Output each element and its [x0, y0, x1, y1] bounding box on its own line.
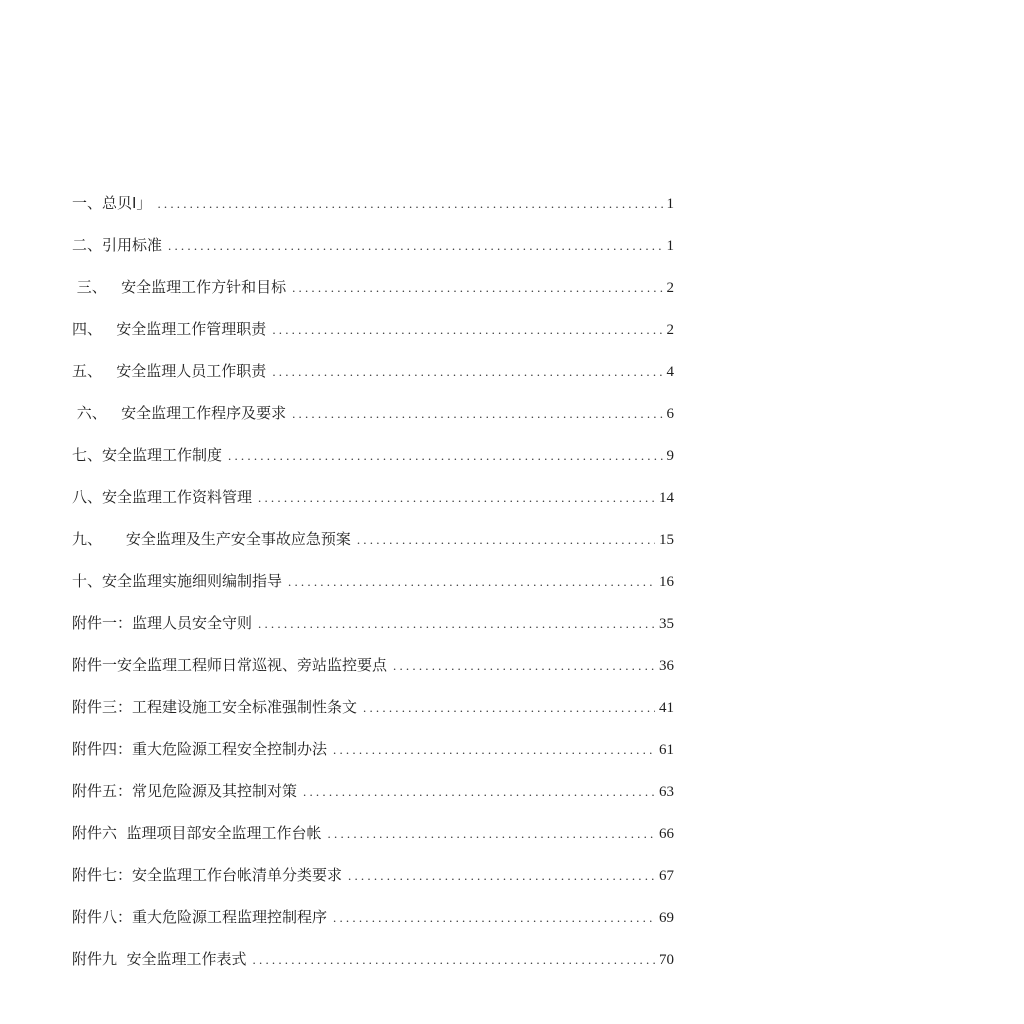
toc-dot-leader	[288, 561, 655, 603]
toc-entry-label: 附件七：安全监理工作台帐清单分类要求	[72, 866, 343, 884]
toc-entry-label: 二、引用标准	[72, 236, 163, 254]
toc-entry-policy-goals[interactable]	[72, 266, 674, 308]
toc-entry-label: 附件六 监理项目部安全监理工作台帐	[72, 824, 322, 842]
toc-entry-label: 七、安全监理工作制度	[72, 446, 223, 464]
toc-entry-label: 五、 安全监理人员工作职责	[72, 362, 267, 380]
toc-entry-label: 附件一：监理人员安全守则	[72, 614, 253, 632]
toc-entry-label: 四、 安全监理工作管理职责	[72, 320, 267, 338]
toc-entry-appendix-3[interactable]	[72, 686, 674, 728]
toc-page-number: 16	[659, 574, 674, 590]
toc-page-number: 6	[666, 406, 674, 422]
toc-entry-emergency-plan[interactable]	[72, 518, 674, 560]
toc-dot-leader	[258, 603, 655, 645]
toc-entry-label: 附件五：常见危险源及其控制对策	[72, 782, 298, 800]
toc-entry-label: 附件八：重大危险源工程监理控制程序	[72, 908, 328, 926]
toc-dot-leader	[168, 225, 662, 267]
toc-page-number: 14	[659, 490, 674, 506]
toc-entry-standards[interactable]	[72, 224, 674, 266]
toc-page-number: 1	[666, 238, 674, 254]
toc-entry-documentation[interactable]	[72, 476, 674, 518]
toc-entry-label: 附件九 安全监理工作表式	[72, 950, 247, 968]
toc-entry-rules-guide[interactable]	[72, 560, 674, 602]
toc-entry-procedures[interactable]	[72, 392, 674, 434]
toc-entry-label: 八、安全监理工作资料管理	[72, 488, 253, 506]
toc-page-number: 67	[659, 868, 674, 884]
toc-dot-leader	[292, 393, 662, 435]
toc-entry-appendix-6[interactable]	[72, 812, 674, 854]
toc-dot-leader	[272, 351, 662, 393]
toc-page-number: 36	[659, 658, 674, 674]
toc-entry-label: 九、 安全监理及生产安全事故应急预案	[72, 530, 351, 548]
toc-dot-leader	[253, 939, 655, 981]
toc-entry-label: 附件一安全监理工程师日常巡视、旁站监控要点	[72, 656, 388, 674]
toc-page-number: 41	[659, 700, 674, 716]
toc-entry-label: 附件四：重大危险源工程安全控制办法	[72, 740, 328, 758]
toc-entry-label: 十、安全监理实施细则编制指导	[72, 572, 283, 590]
toc-page-number: 63	[659, 784, 674, 800]
toc-page-number: 9	[666, 448, 674, 464]
toc-dot-leader	[348, 855, 655, 897]
toc-page-number: 66	[659, 826, 674, 842]
toc-dot-leader	[157, 183, 662, 225]
toc-dot-leader	[292, 267, 662, 309]
toc-page-number: 70	[659, 952, 674, 968]
toc-dot-leader	[258, 477, 655, 519]
toc-entry-appendix-2[interactable]	[72, 644, 674, 686]
toc-entry-general[interactable]	[72, 182, 674, 224]
toc-dot-leader	[333, 897, 655, 939]
toc-entry-appendix-1[interactable]	[72, 602, 674, 644]
table-of-contents	[72, 182, 674, 980]
toc-dot-leader	[357, 519, 655, 561]
toc-page-number: 4	[666, 364, 674, 380]
toc-entry-label: 三、 安全监理工作方针和目标	[72, 278, 287, 296]
toc-dot-leader	[393, 645, 655, 687]
toc-dot-leader	[272, 309, 662, 351]
toc-entry-label: 六、 安全监理工作程序及要求	[72, 404, 287, 422]
toc-page-number: 35	[659, 616, 674, 632]
toc-entry-appendix-8[interactable]	[72, 896, 674, 938]
toc-dot-leader	[303, 771, 655, 813]
toc-page-number: 2	[666, 280, 674, 296]
toc-page-number: 69	[659, 910, 674, 926]
toc-entry-management-duties[interactable]	[72, 308, 674, 350]
toc-dot-leader	[228, 435, 662, 477]
toc-entry-appendix-4[interactable]	[72, 728, 674, 770]
toc-dot-leader	[363, 687, 655, 729]
toc-entry-appendix-7[interactable]	[72, 854, 674, 896]
toc-dot-leader	[328, 813, 655, 855]
toc-entry-appendix-9[interactable]	[72, 938, 674, 980]
toc-entry-label: 附件三：工程建设施工安全标准强制性条文	[72, 698, 358, 716]
toc-page-number: 2	[666, 322, 674, 338]
toc-entry-personnel-duties[interactable]	[72, 350, 674, 392]
toc-entry-appendix-5[interactable]	[72, 770, 674, 812]
toc-page-number: 61	[659, 742, 674, 758]
toc-entry-label: 一、总贝I」	[72, 194, 152, 212]
toc-entry-system[interactable]	[72, 434, 674, 476]
toc-page-number: 1	[666, 196, 674, 212]
toc-dot-leader	[333, 729, 655, 771]
toc-page-number: 15	[659, 532, 674, 548]
